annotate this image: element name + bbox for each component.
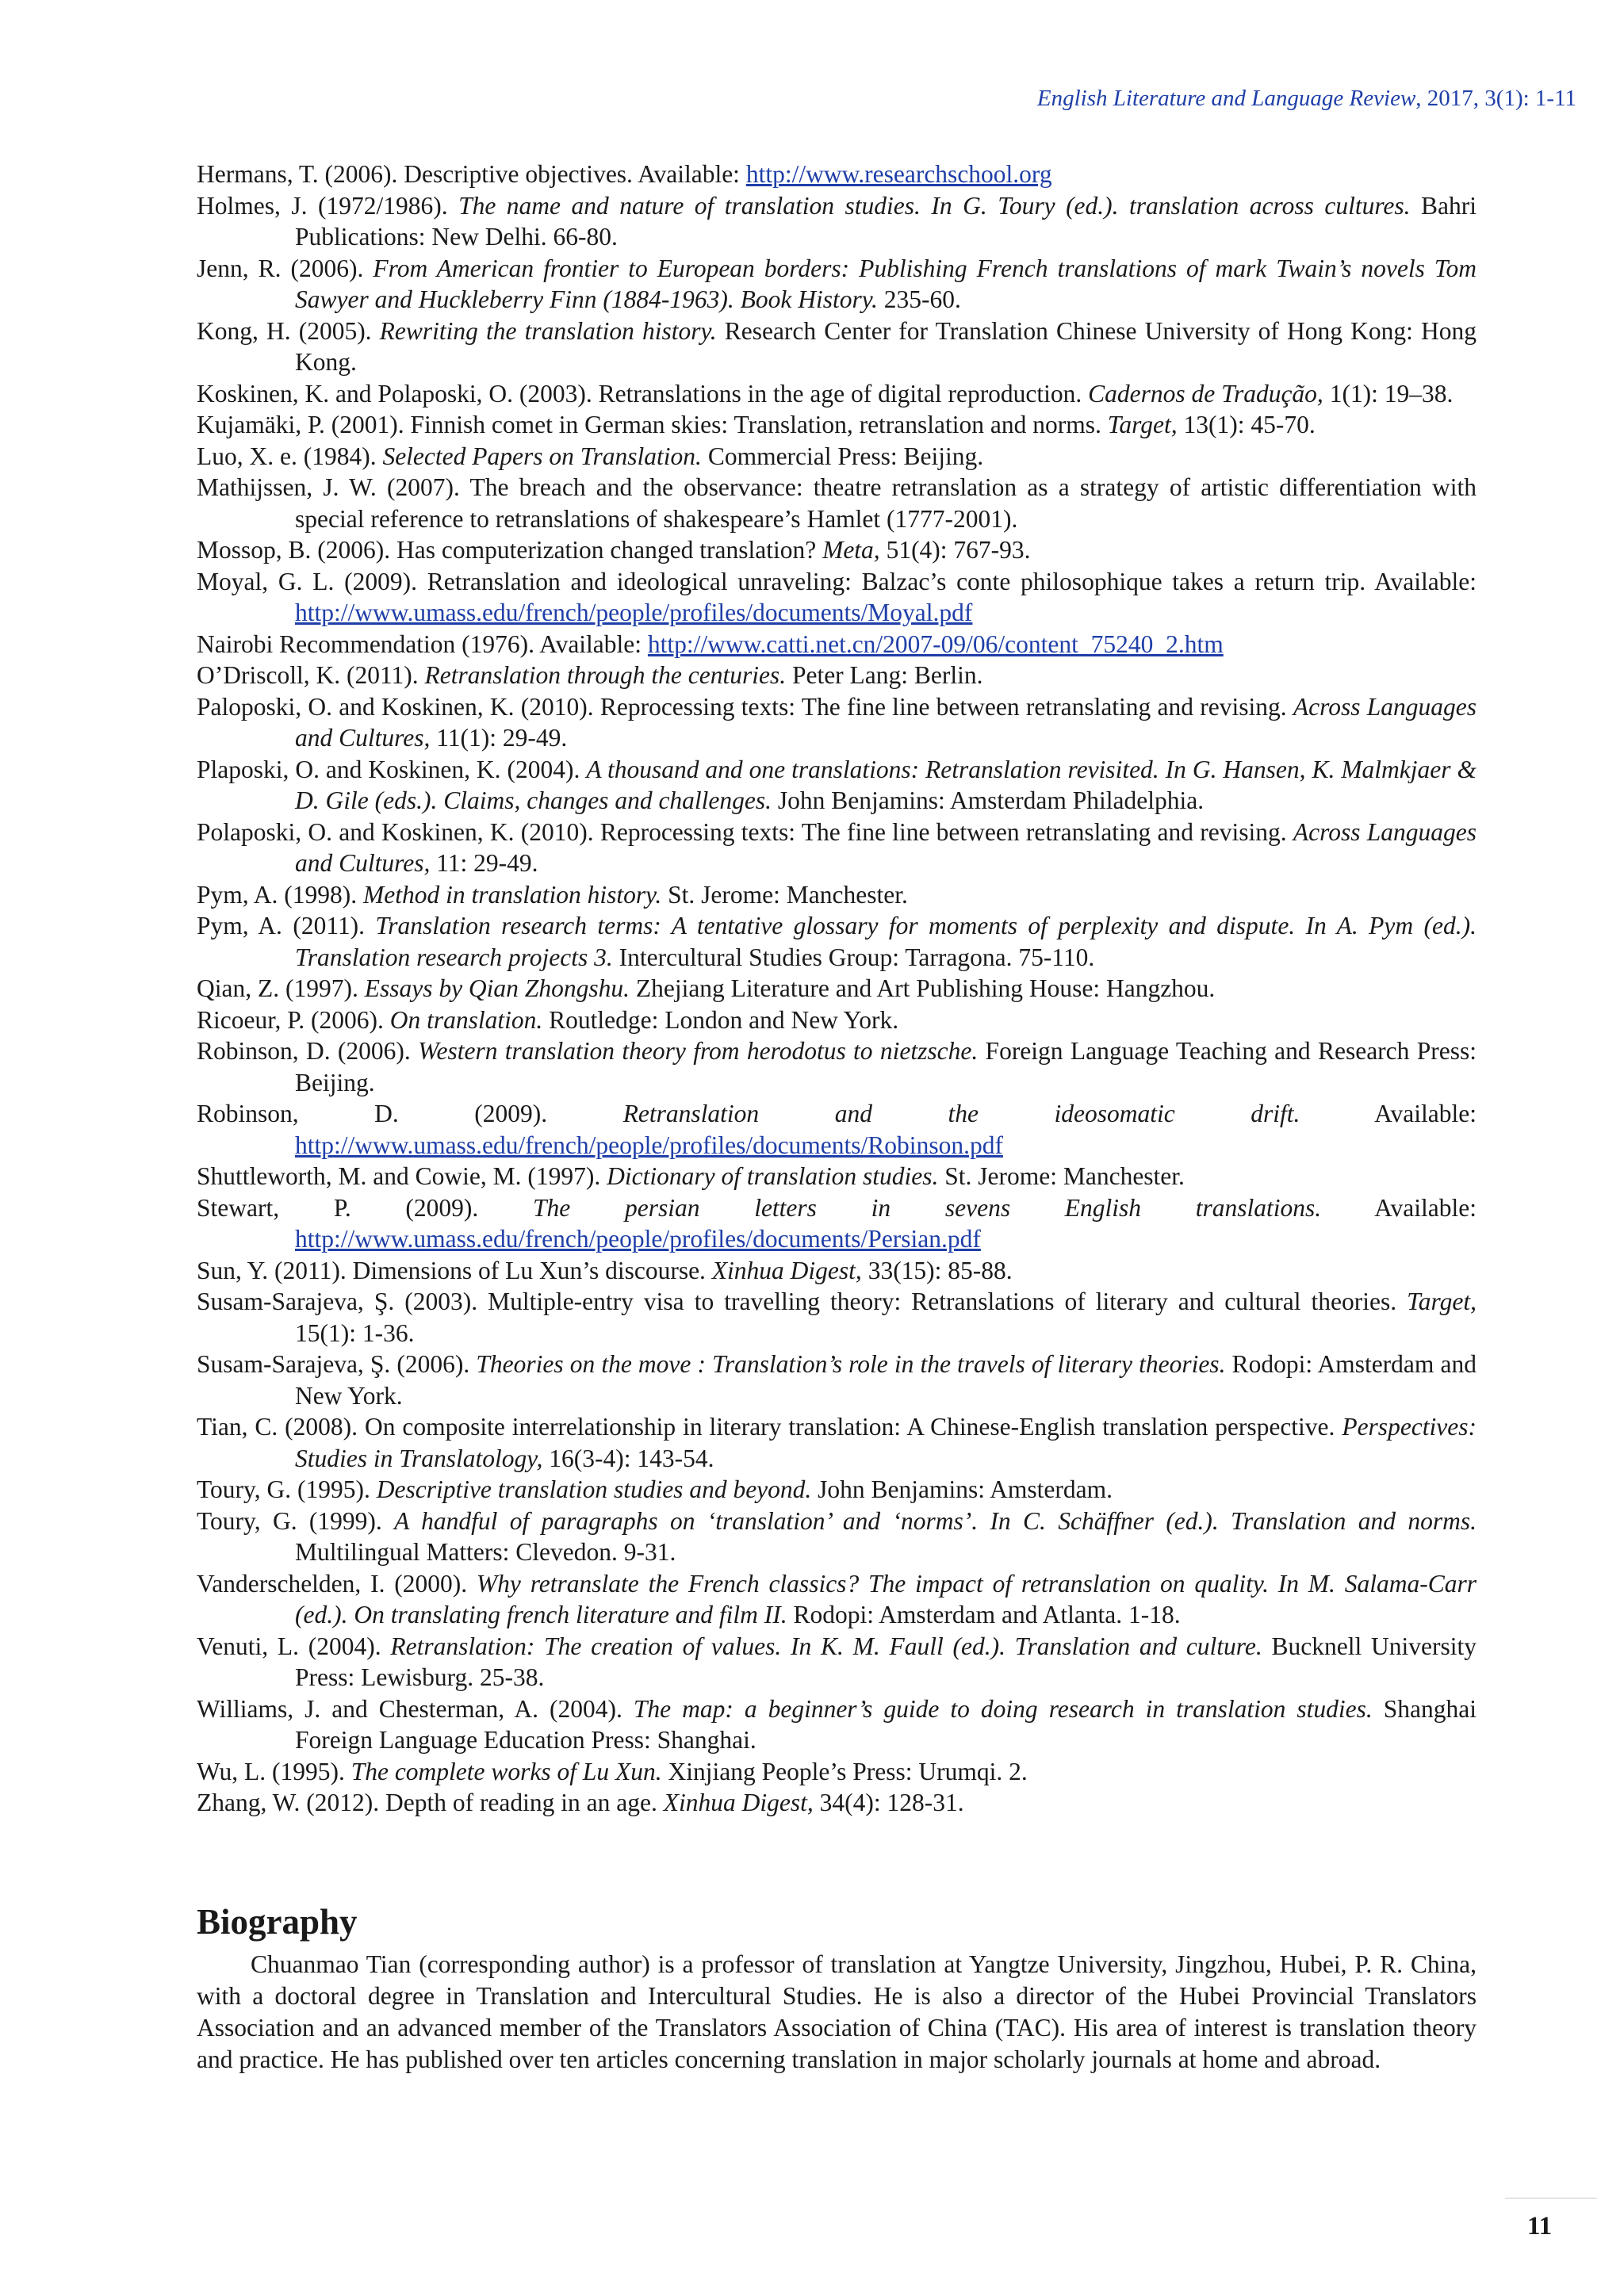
reference-title: A thousand and one translations: Retranslation revisited. In G. Hansen, K. Malmkjaer & D. Gile (eds.). Claims, changes and challenges.	[295, 755, 1477, 814]
reference-text: 34(4): 128-31.	[813, 1789, 964, 1816]
reference-text: 11(1): 29-49.	[430, 724, 568, 752]
reference-text: Stewart, P. (2009).	[197, 1193, 534, 1222]
reference-title: Meta,	[822, 536, 880, 564]
reference-text: 15(1): 1-36.	[295, 1318, 415, 1347]
reference-text: John Benjamins: Amsterdam.	[811, 1475, 1113, 1503]
reference-title: Retranslation: The creation of values. In K. M. Faull (ed.). Translation and culture.	[390, 1632, 1262, 1660]
reference-title: Translation research terms: A tentative glossary for moments of perplexity and dispute. In A. Pym (ed.). Translation research projects 3.	[295, 912, 1477, 971]
reference-text: Toury, G. (1999).	[197, 1506, 395, 1535]
reference-text: Paloposki, O. and Koskinen, K. (2010). Reprocessing texts: The fine line between retranslating and revising.	[197, 692, 1293, 721]
reference-text: Mossop, B. (2006). Has computerization changed translation?	[197, 536, 823, 564]
reference-link[interactable]: http://www.researchschool.org	[745, 160, 1052, 188]
reference-text: John Benjamins: Amsterdam Philadelphia.	[772, 786, 1205, 814]
reference-text: Shanghai Foreign Language Education Press: Shanghai.	[295, 1694, 1477, 1754]
reference-text: Rodopi: Amsterdam and New York.	[295, 1350, 1477, 1410]
reference-link[interactable]: http://www.umass.edu/french/people/profiles/documents/Persian.pdf	[295, 1225, 981, 1253]
reference-text: Toury, G. (1995).	[197, 1475, 377, 1503]
biography-text: Chuanmao Tian (corresponding author) is a professor of translation at Yangtze University, Jingzhou, Hubei, P. R. China, with a doctoral degree in Translation and Intercultural Studies. He is also a director of the Hubei Provincial Translators Association and an advanced member of the Translators Association of China (TAC). His area of interest is translation theory and practice. He has published over ten articles concerning translation in major scholarly journals at home and abroad.	[197, 1950, 1477, 2073]
reference-text: Zhejiang Literature and Art Publishing House: Hangzhou.	[629, 974, 1216, 1002]
reference-entry	[197, 1756, 1477, 1788]
reference-title: Across Languages and Cultures,	[295, 692, 1477, 752]
reference-entry	[197, 534, 1477, 566]
reference-text: O’Driscoll, K. (2011).	[197, 661, 425, 689]
reference-text: Jenn, R. (2006).	[197, 254, 373, 282]
reference-link[interactable]: http://www.umass.edu/french/people/profiles/documents/Moyal.pdf	[295, 599, 973, 626]
reference-entry	[197, 754, 1477, 817]
reference-title: Dictionary of translation studies.	[607, 1162, 939, 1190]
reference-entry	[197, 879, 1477, 911]
reference-text: Foreign Language Teaching and Research Press: Beijing.	[295, 1037, 1477, 1096]
reference-title: Retranslation and the ideosomatic drift.	[622, 1100, 1300, 1127]
reference-entry	[197, 409, 1477, 441]
reference-title: Target,	[1407, 1288, 1477, 1315]
reference-entry	[197, 566, 1477, 629]
reference-text: Holmes, J. (1972/1986).	[197, 191, 459, 220]
reference-title: Across Languages and Cultures,	[295, 817, 1477, 877]
reference-text: Shuttleworth, M. and Cowie, M. (1997).	[197, 1162, 607, 1190]
reference-text: Polaposki, O. and Koskinen, K. (2010). Reprocessing texts: The fine line between retranslating and revising.	[197, 817, 1293, 846]
reference-text: Pym, A. (2011).	[197, 912, 376, 939]
reference-text: Moyal, G. L. (2009). Retranslation and ideological unraveling: Balzac’s conte philosophique takes a return trip. Available:	[197, 567, 1477, 595]
reference-text: Zhang, W. (2012). Depth of reading in an age.	[197, 1789, 664, 1816]
reference-entry	[197, 190, 1477, 253]
reference-title: Essays by Qian Zhongshu.	[364, 974, 630, 1002]
reference-title: Rewriting the translation history.	[379, 316, 717, 345]
reference-title: Theories on the move : Translation’s role in the travels of literary theories.	[476, 1350, 1226, 1378]
reference-entry	[197, 1693, 1477, 1756]
reference-text: Bucknell University Press: Lewisburg. 25-38.	[295, 1632, 1477, 1691]
reference-title: From American frontier to European borders: Publishing French translations of mark Twain’s novels Tom Sawyer and Huckleberry Finn (1884-1963). Book History.	[295, 254, 1477, 313]
reference-title: Retranslation through the centuries.	[424, 661, 787, 689]
reference-title: Cadernos de Tradução,	[1088, 379, 1323, 408]
reference-title: Selected Papers on Translation.	[382, 442, 702, 470]
reference-entry	[197, 1631, 1477, 1693]
reference-title: The map: a beginner’s guide to doing research in translation studies.	[633, 1694, 1373, 1723]
reference-entry	[197, 1004, 1477, 1036]
reference-text: Mathijssen, J. W. (2007). The breach and the observance: theatre retranslation as a strategy of artistic differentiation with special reference to retranslations of shakespeare’s Hamlet (1777-2001).	[197, 473, 1477, 533]
reference-text: Venuti, L. (2004).	[197, 1632, 391, 1660]
reference-text: Plaposki, O. and Koskinen, K. (2004).	[197, 755, 587, 783]
reference-text: Kong, H. (2005).	[197, 316, 380, 345]
reference-link[interactable]: http://www.catti.net.cn/2007-09/06/content_75240_2.htm	[647, 629, 1224, 658]
reference-title: Xinhua Digest,	[711, 1256, 862, 1284]
reference-link[interactable]: http://www.umass.edu/french/people/profiles/documents/Robinson.pdf	[295, 1131, 1003, 1159]
reference-text: 13(1): 45-70.	[1177, 411, 1316, 438]
reference-text: Bahri Publications: New Delhi. 66-80.	[295, 191, 1477, 251]
reference-entry	[197, 378, 1477, 410]
reference-text: Peter Lang: Berlin.	[786, 661, 983, 689]
reference-title: Why retranslate the French classics? The impact of retranslation on quality. In M. Salama-Carr (ed.). On translating french literature and film II.	[295, 1569, 1477, 1628]
reference-text: Vanderschelden, I. (2000).	[197, 1569, 477, 1598]
reference-title: On translation.	[389, 1005, 543, 1034]
reference-entry	[197, 1474, 1477, 1506]
reference-entry	[197, 441, 1477, 473]
reference-text: Sun, Y. (2011). Dimensions of Lu Xun’s discourse.	[197, 1256, 712, 1284]
reference-entry	[197, 1349, 1477, 1411]
reference-text: 235-60.	[877, 285, 961, 313]
reference-list	[197, 159, 1477, 1819]
reference-entry	[197, 159, 1477, 190]
reference-text: 33(15): 85-88.	[861, 1256, 1013, 1284]
reference-text: 16(3-4): 143-54.	[542, 1444, 714, 1472]
reference-entry	[197, 1286, 1477, 1349]
reference-title: Xinhua Digest,	[663, 1789, 814, 1816]
reference-title: The name and nature of translation studies. In G. Toury (ed.). translation across cultures.	[458, 191, 1411, 220]
reference-text: 51(4): 767-93.	[879, 536, 1031, 564]
reference-text: Susam-Sarajeva, Ş. (2006).	[197, 1350, 477, 1378]
reference-entry	[197, 629, 1477, 660]
reference-text: Tian, C. (2008). On composite interrelationship in literary translation: A Chinese-English translation perspective.	[197, 1413, 1342, 1441]
reference-text: Ricoeur, P. (2006).	[197, 1005, 390, 1034]
reference-text: Xinjiang People’s Press: Urumqi. 2.	[661, 1757, 1028, 1785]
reference-text: Available:	[1321, 1193, 1477, 1222]
journal-citation: , 2017, 3(1): 1-11	[1415, 86, 1576, 111]
reference-entry	[197, 1098, 1477, 1161]
reference-entry	[197, 1787, 1477, 1819]
reference-title: Target,	[1107, 411, 1178, 438]
reference-title: A handful of paragraphs on ‘translation’ and ‘norms’. In C. Schäffner (ed.). Translation and norms.	[394, 1506, 1477, 1535]
reference-text: Routledge: London and New York.	[542, 1005, 899, 1034]
reference-entry	[197, 316, 1477, 378]
reference-entry	[197, 1506, 1477, 1568]
reference-text: Pym, A. (1998).	[197, 880, 364, 909]
reference-entry	[197, 910, 1477, 973]
reference-title: Method in translation history.	[363, 880, 662, 909]
reference-title: Western translation theory from herodotus to nietzsche.	[418, 1037, 979, 1065]
reference-text: Wu, L. (1995).	[197, 1757, 351, 1785]
reference-text: Robinson, D. (2006).	[197, 1037, 419, 1065]
reference-text: Williams, J. and Chesterman, A. (2004).	[197, 1694, 634, 1723]
biography-heading: Biography	[197, 1902, 358, 1942]
journal-title: English Literature and Language Review	[1036, 86, 1416, 111]
reference-entry	[197, 1411, 1477, 1474]
reference-text: 1(1): 19–38.	[1323, 379, 1454, 408]
page-number: 11	[1527, 2212, 1553, 2241]
reference-entry	[197, 253, 1477, 316]
reference-text: 11: 29-49.	[430, 849, 538, 877]
reference-text: Rodopi: Amsterdam and Atlanta. 1-18.	[787, 1601, 1181, 1628]
reference-text: Available:	[1300, 1100, 1477, 1127]
reference-text: Commercial Press: Beijing.	[701, 442, 984, 470]
reference-entry	[197, 660, 1477, 691]
reference-text: Koskinen, K. and Polaposki, O. (2003). Retranslations in the age of digital reproduction.	[197, 379, 1089, 408]
reference-title: Perspectives: Studies in Translatology,	[295, 1413, 1477, 1472]
reference-entry	[197, 973, 1477, 1004]
reference-entry	[197, 1568, 1477, 1631]
reference-entry	[197, 1255, 1477, 1287]
reference-text: St. Jerome: Manchester.	[661, 880, 908, 909]
reference-entry	[197, 817, 1477, 879]
reference-entry	[197, 691, 1477, 754]
reference-text: Kujamäki, P. (2001). Finnish comet in German skies: Translation, retranslation and norms.	[197, 411, 1108, 438]
reference-entry	[197, 1035, 1477, 1098]
reference-text: Research Center for Translation Chinese University of Hong Kong: Hong Kong.	[295, 316, 1477, 376]
reference-text: St. Jerome: Manchester.	[938, 1162, 1185, 1190]
reference-entry	[197, 1192, 1477, 1255]
reference-entry	[197, 1161, 1477, 1192]
reference-title: Descriptive translation studies and beyond.	[376, 1475, 812, 1503]
reference-text: Qian, Z. (1997).	[197, 974, 365, 1002]
reference-entry	[197, 472, 1477, 534]
reference-title: The complete works of Lu Xun.	[350, 1757, 662, 1785]
reference-text: Susam-Sarajeva, Ş. (2003). Multiple-entry visa to travelling theory: Retranslations of literary and cultural theories.	[197, 1288, 1408, 1315]
reference-text: Hermans, T. (2006). Descriptive objectives. Available:	[197, 160, 746, 188]
running-header	[1037, 86, 1576, 112]
reference-title: The persian letters in sevens English translations.	[533, 1193, 1322, 1222]
reference-text: Nairobi Recommendation (1976). Available:	[197, 629, 648, 658]
reference-text: Intercultural Studies Group: Tarragona. 75-110.	[612, 943, 1095, 971]
reference-text: Robinson, D. (2009).	[197, 1100, 623, 1127]
reference-text: Multilingual Matters: Clevedon. 9-31.	[295, 1538, 676, 1566]
reference-text: Luo, X. e. (1984).	[197, 442, 383, 470]
